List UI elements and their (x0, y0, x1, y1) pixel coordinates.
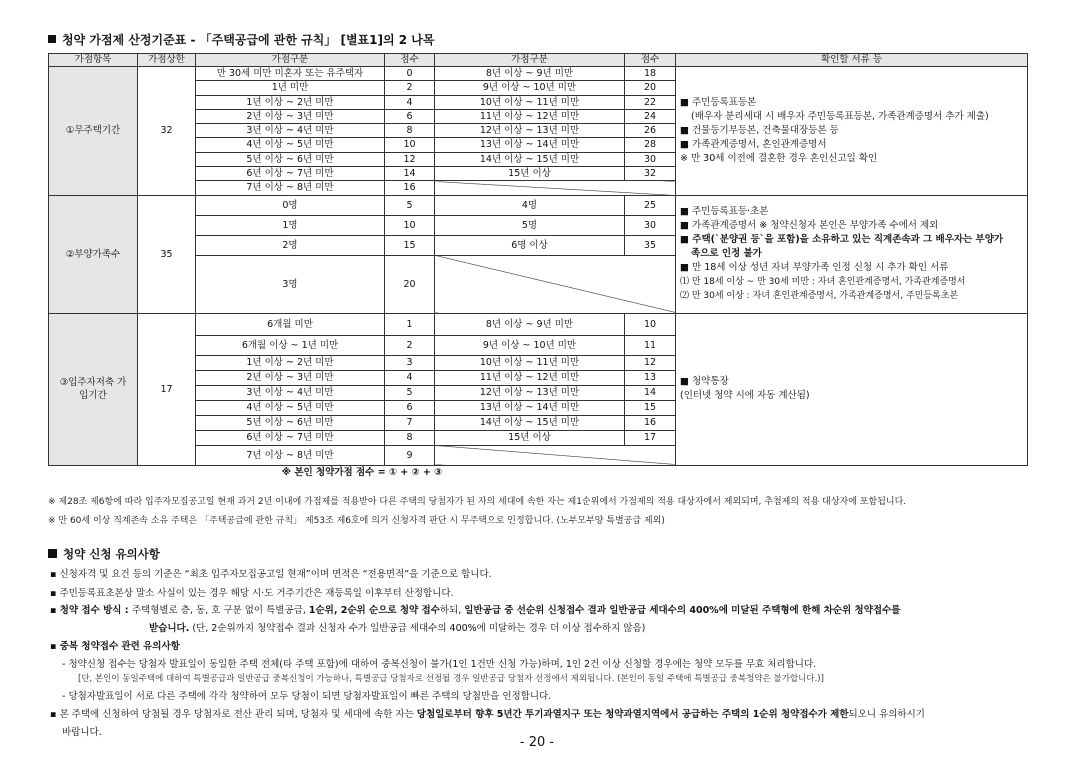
documents-cell (676, 313, 1028, 465)
score-cell: 0 (385, 67, 435, 81)
score-cell: 28 (625, 138, 676, 152)
document-note: ※ 만 30세 이전에 결혼한 경우 혼인신고일 확인 (680, 152, 878, 164)
document-note: ■ 주민등록표등본 (680, 96, 757, 108)
notice-line: - 청약신청 접수는 당첨자 발표일이 동일한 주택 전체(타 주택 포함)에 대하여 중복신청이 불가(1인 1건만 신청 가능)하며, 1인 2건 이상 신청할 경우에는 청약 모두를 무효 처리합니다. (62, 659, 817, 670)
range-cell: 1년 미만 (196, 81, 385, 95)
score-cell: 4 (385, 95, 435, 109)
header-cell: 가점항목 (49, 54, 138, 67)
score-cell: 16 (625, 415, 676, 430)
table-header-row (49, 54, 1028, 67)
header-cell: 확인할 서류 등 (676, 54, 1028, 67)
max-score-cell: 17 (138, 313, 196, 465)
score-cell: 12 (385, 152, 435, 166)
range-cell: 0명 (196, 195, 385, 215)
category-cell: ③입주자저축 가입기간 (49, 313, 138, 465)
range-cell: 12년 이상 ~ 13년 미만 (435, 385, 625, 400)
range-cell: 5년 이상 ~ 6년 미만 (196, 415, 385, 430)
score-cell: 20 (385, 255, 435, 313)
notice-line: ▪ 신청자격 및 요건 등의 기준은 “최초 입주자모집공고일 현재”이며 면적은 “전용면적”을 기준으로 합니다. (50, 569, 492, 580)
range-cell: 12년 이상 ~ 13년 미만 (435, 124, 625, 138)
header-cell: 점수 (625, 54, 676, 67)
range-cell: 1년 이상 ~ 2년 미만 (196, 355, 385, 370)
total-formula: ※ 본인 청약가점 점수 = ① + ② + ③ (281, 466, 443, 478)
range-cell: 3년 이상 ~ 4년 미만 (196, 124, 385, 138)
notice-line: - 당첨자발표일이 서로 다른 주택에 각각 청약하여 모두 당첨이 되면 당첨자발표일이 빠른 주택의 당첨만을 인정합니다. (62, 691, 552, 702)
range-cell: 10년 이상 ~ 11년 미만 (435, 355, 625, 370)
range-cell: 2명 (196, 235, 385, 255)
range-cell: 8년 이상 ~ 9년 미만 (435, 313, 625, 335)
score-cell: 20 (625, 81, 676, 95)
score-cell: 25 (625, 195, 676, 215)
range-cell: 1명 (196, 215, 385, 235)
range-cell: 7년 이상 ~ 8년 미만 (196, 445, 385, 465)
range-cell: 6명 이상 (435, 235, 625, 255)
score-cell: 2 (385, 335, 435, 355)
score-cell: 30 (625, 215, 676, 235)
score-cell: 35 (625, 235, 676, 255)
score-cell: 8 (385, 430, 435, 445)
score-cell: 5 (385, 195, 435, 215)
score-cell: 10 (385, 138, 435, 152)
empty-slash-cell (435, 255, 676, 313)
notice-line: 바랍니다. (62, 727, 102, 738)
score-cell: 3 (385, 355, 435, 370)
score-cell: 8 (385, 124, 435, 138)
document-note: 족으로 인정 불가 (691, 248, 762, 260)
range-cell: 4년 이상 ~ 5년 미만 (196, 138, 385, 152)
document-note: ■ 청약통장 (680, 376, 729, 388)
notice-line: ▪ 청약 접수 방식 : 주택형별로 층, 동, 호 구분 없이 특별공급, 1순위, 2순위 순으로 청약 접수하되, 일반공급 중 선순위 신청접수 결과 일반공급 세대수의 400%에 미달된 주택형에 한해 차순위 청약접수를 (50, 605, 901, 616)
document-note: ⑵ 만 30세 이상 : 자녀 혼인관계증명서, 가족관계증명서, 주민등록초본 (680, 291, 959, 302)
range-cell: 5년 이상 ~ 6년 미만 (196, 152, 385, 166)
score-cell: 26 (625, 124, 676, 138)
empty-slash-cell (435, 181, 676, 195)
header-cell: 가점상한 (138, 54, 196, 67)
empty-slash-cell (435, 445, 676, 465)
range-cell: 10년 이상 ~ 11년 미만 (435, 95, 625, 109)
score-cell: 5 (385, 385, 435, 400)
score-table (48, 53, 1028, 479)
document-note: (인터넷 청약 시에 자동 계산됨) (680, 390, 810, 402)
max-score-cell: 32 (138, 67, 196, 196)
score-cell: 10 (625, 313, 676, 335)
range-cell: 6년 이상 ~ 7년 미만 (196, 167, 385, 181)
score-cell: 6 (385, 400, 435, 415)
document-note: ■ 주민등록표등·초본 (680, 206, 769, 218)
range-cell: 3명 (196, 255, 385, 313)
table-row (49, 195, 1028, 215)
range-cell: 9년 이상 ~ 10년 미만 (435, 81, 625, 95)
score-cell: 7 (385, 415, 435, 430)
range-cell: 4년 이상 ~ 5년 미만 (196, 400, 385, 415)
range-cell: 1년 이상 ~ 2년 미만 (196, 95, 385, 109)
document-note: (배우자 분리세대 시 배우자 주민등록표등본, 가족관계증명서 추가 제출) (691, 110, 989, 122)
category-cell: ②부양가족수 (49, 195, 138, 313)
range-cell: 8년 이상 ~ 9년 미만 (435, 67, 625, 81)
range-cell: 14년 이상 ~ 15년 미만 (435, 415, 625, 430)
table-row (49, 67, 1028, 81)
range-cell: 15년 이상 (435, 430, 625, 445)
range-cell: 9년 이상 ~ 10년 미만 (435, 335, 625, 355)
notice-heading: 청약 신청 유의사항 (48, 546, 160, 562)
range-cell: 6개월 미만 (196, 313, 385, 335)
footnote: ※ 제28조 제6항에 따라 입주자모집공고일 현재 과거 2년 이내에 가점제를 적용받아 다른 주택의 당첨자가 된 자의 세대에 속한 자는 제1순위에서 가점제의 적용 대상자에서 제외되며, 추첨제의 적용 대상자에 포함됩니다. (48, 497, 907, 507)
document-note: ■ 가족관계증명서, 혼인관계증명서 (680, 138, 827, 150)
category-cell: ①무주택기간 (49, 67, 138, 196)
score-cell: 15 (385, 235, 435, 255)
notice-line: [단, 본인이 동일주택에 대하여 특별공급과 일반공급 중복신청이 가능하나, 특별공급 당첨자로 선정될 경우 일반공급 당첨자 선정에서 제외됩니다. (본인이 동일 주택에 특별공급 중복청약은 불가합니다.)] (78, 674, 824, 684)
range-cell: 5명 (435, 215, 625, 235)
score-cell: 32 (625, 167, 676, 181)
header-cell: 가점구분 (196, 54, 385, 67)
score-cell: 17 (625, 430, 676, 445)
score-cell: 30 (625, 152, 676, 166)
score-cell: 15 (625, 400, 676, 415)
range-cell: 6개월 이상 ~ 1년 미만 (196, 335, 385, 355)
score-cell: 6 (385, 109, 435, 123)
range-cell: 15년 이상 (435, 167, 625, 181)
score-cell: 22 (625, 95, 676, 109)
documents-cell (676, 67, 1028, 196)
table-row (49, 313, 1028, 335)
range-cell: 11년 이상 ~ 12년 미만 (435, 109, 625, 123)
notice-line: ▪ 주민등록표초본상 말소 사실이 있는 경우 해당 시·도 거주기간은 재등록일 이후부터 산정합니다. (50, 588, 454, 599)
range-cell: 4명 (435, 195, 625, 215)
header-cell: 가점구분 (435, 54, 625, 67)
score-cell: 14 (385, 167, 435, 181)
max-score-cell: 35 (138, 195, 196, 313)
document-note: ■ 주택(`분양권 등`을 포함)을 소유하고 있는 직계존속과 그 배우자는 부양가 (680, 234, 1004, 246)
document-note: ■ 가족관계증명서 ※ 청약신청자 본인은 부양가족 수에서 제외 (680, 220, 939, 232)
notice-line: 받습니다. (단, 2순위까지 청약접수 결과 신청자 수가 일반공급 세대수의 400%에 미달하는 경우 더 이상 접수하지 않음) (149, 623, 646, 634)
score-cell: 4 (385, 370, 435, 385)
score-cell: 16 (385, 181, 435, 195)
score-cell: 10 (385, 215, 435, 235)
range-cell: 6년 이상 ~ 7년 미만 (196, 430, 385, 445)
document-note: ⑴ 만 18세 이상 ~ 만 30세 미만 : 자녀 혼인관계증명서, 가족관계증명서 (680, 277, 966, 288)
score-cell: 2 (385, 81, 435, 95)
notice-line: ▪ 중복 청약접수 관련 유의사항 (50, 641, 180, 652)
square-bullet-icon (48, 35, 56, 43)
notice-line: ▪ 본 주택에 신청하여 당첨될 경우 당첨자로 전산 관리 되며, 당첨자 및 세대에 속한 자는 당첨일로부터 향후 5년간 투기과열지구 또는 청약과열지역에서 공급하는 주택의 1순위 청약접수가 제한되오니 유의하시기 (50, 709, 925, 720)
score-cell: 12 (625, 355, 676, 370)
score-cell: 18 (625, 67, 676, 81)
range-cell: 2년 이상 ~ 3년 미만 (196, 370, 385, 385)
documents-cell (676, 195, 1028, 313)
footnote: ※ 만 60세 이상 직계존속 소유 주택은 「주택공급에 관한 규칙」 제53조 제6호에 의거 신청자격 판단 시 무주택으로 인정합니다. (노부모부양 특별공급 제외) (48, 516, 665, 526)
range-cell: 14년 이상 ~ 15년 미만 (435, 152, 625, 166)
page-number: - 20 - (519, 735, 555, 750)
score-cell: 13 (625, 370, 676, 385)
square-bullet-icon (48, 549, 57, 558)
header-cell: 점수 (385, 54, 435, 67)
range-cell: 13년 이상 ~ 14년 미만 (435, 400, 625, 415)
range-cell: 11년 이상 ~ 12년 미만 (435, 370, 625, 385)
range-cell: 3년 이상 ~ 4년 미만 (196, 385, 385, 400)
range-cell: 13년 이상 ~ 14년 미만 (435, 138, 625, 152)
score-cell: 14 (625, 385, 676, 400)
range-cell: 2년 이상 ~ 3년 미만 (196, 109, 385, 123)
document-note: ■ 건물등기부등본, 건축물대장등본 등 (680, 124, 839, 136)
total-row (49, 465, 1028, 479)
score-cell: 11 (625, 335, 676, 355)
range-cell: 만 30세 미만 미혼자 또는 유주택자 (196, 67, 385, 81)
score-cell: 24 (625, 109, 676, 123)
document-note: ■ 만 18세 이상 성년 자녀 부양가족 인정 신청 시 추가 확인 서류 (680, 262, 949, 274)
page-title: 청약 가점제 산정기준표 - 「주택공급에 관한 규칙」 [별표1]의 2 나목 (48, 31, 434, 48)
score-cell: 9 (385, 445, 435, 465)
score-cell: 1 (385, 313, 435, 335)
range-cell: 7년 이상 ~ 8년 미만 (196, 181, 385, 195)
